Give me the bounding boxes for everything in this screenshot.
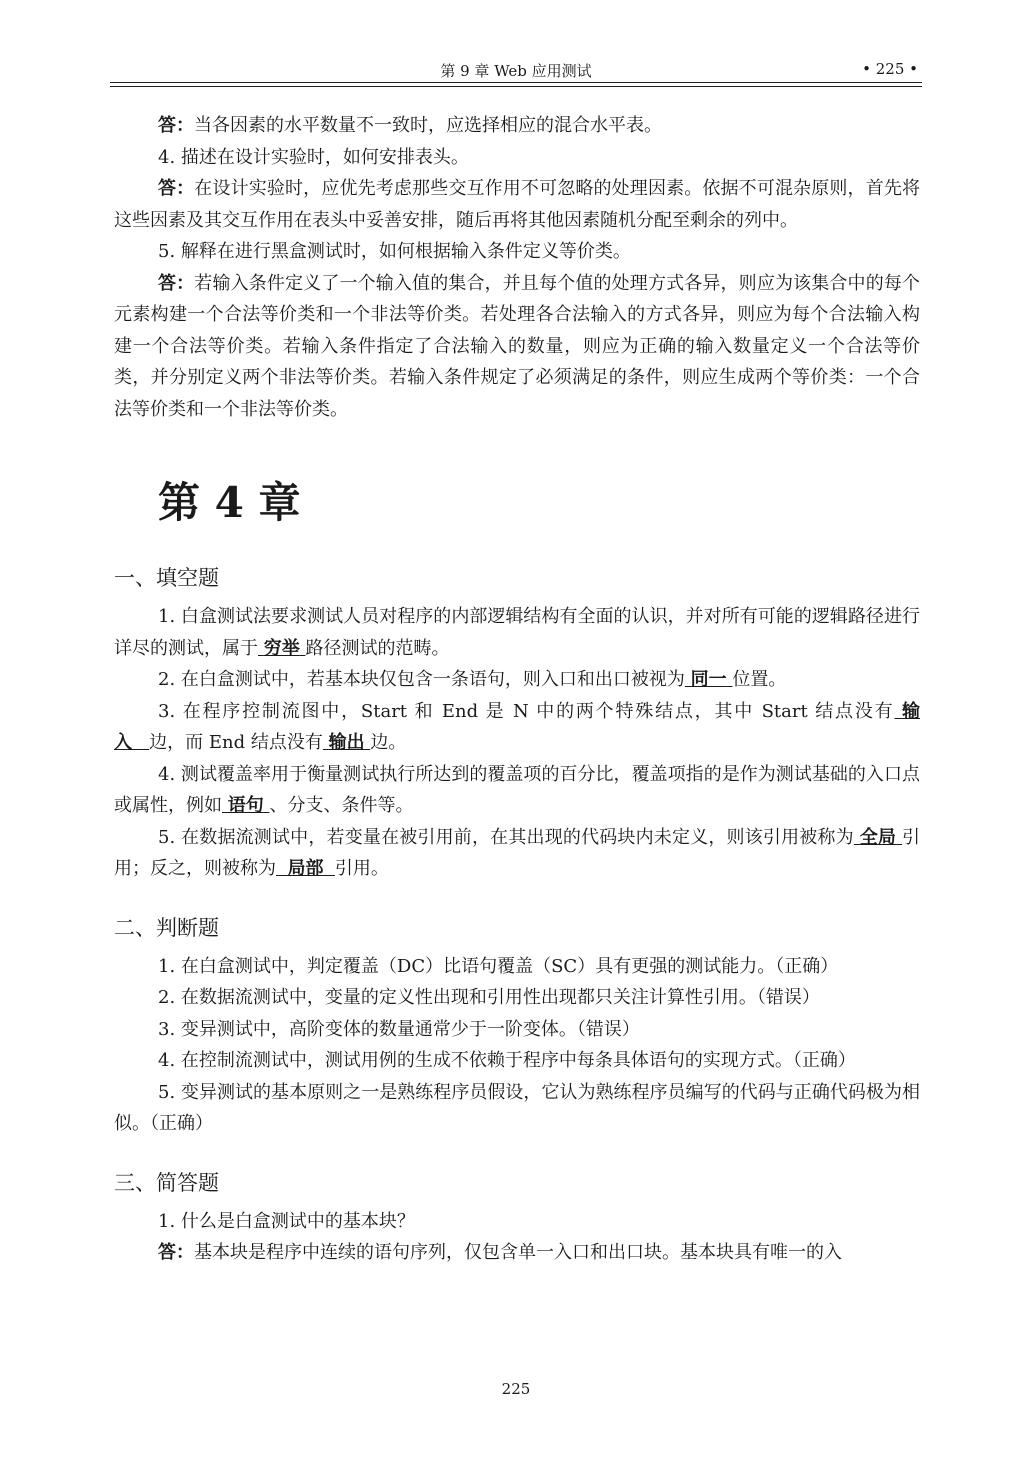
- fill-item-5: [114, 822, 920, 885]
- answer-text: 若输入条件定义了一个输入值的集合，并且每个值的处理方式各异，则应为该集合中的每个元素构建一个合法等价类和一个非法等价类。若处理各合法输入的方式各异，则应为每个合法输入构建一个合法等价类。若输入条件指定了合法输入的数量，则应为正确的输入数量定义一个合法等价类，并分别定义两个非法等价类。若输入条件规定了必须满足的条件，则应生成两个等价类：一个合法等价类和一个非法等价类。: [114, 272, 920, 420]
- short-question-1: 1. 什么是白盒测试中的基本块？: [158, 1210, 415, 1232]
- answer-label: 答：: [158, 178, 195, 199]
- item-text: 、分支、条件等。: [269, 795, 414, 816]
- item-text: 引用；反之，则被称为: [114, 826, 920, 879]
- blank-answer: 输入: [114, 700, 920, 753]
- question-4: 4. 描述在设计实验时，如何安排表头。: [158, 146, 469, 168]
- answer-4: [114, 173, 920, 236]
- item-text: 引用。: [334, 858, 389, 879]
- answer-blank: [323, 732, 370, 753]
- answer-text: 基本块是程序中连续的语句序列，仅包含单一入口和出口块。基本块具有唯一的入: [194, 1242, 842, 1263]
- fill-item-2: [114, 664, 920, 696]
- answer-blank: [222, 795, 269, 816]
- header-rule-thick: [110, 82, 922, 83]
- item-text: 位置。: [732, 669, 787, 690]
- fill-item-3: [114, 696, 920, 759]
- item-text: 边，而 End 结点没有: [149, 732, 323, 753]
- answer-label: 答：: [158, 1242, 194, 1263]
- page-number-footer: 225: [501, 1380, 531, 1398]
- answer-paragraph: [114, 110, 920, 142]
- answer-blank: [854, 827, 902, 848]
- item-text: 5. 在数据流测试中，若变量在被引用前，在其出现的代码块内未定义，则该引用被称为: [158, 826, 854, 848]
- answer-text: 在设计实验时，应优先考虑那些交互作用不可忽略的处理因素。依据不可混杂原则，首先将这些因素及其交互作用在表头中妥善安排，随后再将其他因素随机分配至剩余的列中。: [114, 178, 920, 231]
- judge-item-4: 4. 在控制流测试中，测试用例的生成不依赖于程序中每条具体语句的实现方式。（正确）: [158, 1050, 856, 1071]
- blank-answer: 语句: [227, 795, 264, 816]
- answer-text: 当各因素的水平数量不一致时，应选择相应的混合水平表。: [194, 115, 662, 136]
- judge-item-5: 5. 变异测试的基本原则之一是熟练程序员假设，它认为熟练程序员编写的代码与正确代码极为相似。（正确）: [114, 1081, 920, 1134]
- blank-answer: 输出: [328, 732, 365, 753]
- judge-item-3: 3. 变异测试中，高阶变体的数量通常少于一阶变体。（错误）: [158, 1018, 640, 1040]
- chapter-title: 第 4 章: [158, 478, 301, 527]
- header-rule-thin: [110, 86, 922, 87]
- answer-blank: [276, 858, 335, 879]
- fill-item-4: [114, 759, 920, 822]
- blank-answer: 穷举: [263, 637, 300, 659]
- judge-item-1: 1. 在白盒测试中，判定覆盖（DC）比语句覆盖（SC）具有更强的测试能力。（正确）: [158, 955, 839, 977]
- item-text: 边。: [370, 732, 407, 753]
- section-heading-short-answer: 三、简答题: [114, 1170, 219, 1195]
- page-body: [114, 110, 920, 1269]
- item-text: 2. 在白盒测试中，若基本块仅包含一条语句，则入口和出口被视为: [158, 669, 685, 690]
- answer-5: [114, 268, 920, 426]
- item-text: 1. 白盒测试法要求测试人员对程序的内部逻辑结构有全面的认识，并对所有可能的逻辑路径进行详尽的测试，属于: [114, 606, 920, 659]
- item-text: 路径测试的范畴。: [305, 637, 450, 659]
- blank-answer: 局部: [287, 858, 324, 879]
- item-text: 3. 在程序控制流图中，Start 和 End 是 N 中的两个特殊结点，其中 Start 结点没有: [158, 700, 895, 722]
- header-title: 第 9 章 Web 应用测试: [440, 62, 592, 80]
- running-header: [110, 58, 922, 82]
- short-answer-1: [114, 1237, 920, 1269]
- header-page-number: • 225 •: [862, 60, 918, 78]
- answer-blank: [258, 638, 305, 659]
- answer-blank: [685, 669, 732, 690]
- blank-answer: 全局: [859, 826, 897, 848]
- fill-item-1: [114, 601, 920, 664]
- question-5: 5. 解释在进行黑盒测试时，如何根据输入条件定义等价类。: [158, 241, 631, 262]
- judge-item-2: 2. 在数据流测试中，变量的定义性出现和引用性出现都只关注计算性引用。（错误）: [158, 987, 820, 1008]
- item-text: 4. 测试覆盖率用于衡量测试执行所达到的覆盖项的百分比，覆盖项指的是作为测试基础的入口点或属性，例如: [114, 763, 920, 816]
- answer-label: 答：: [158, 115, 194, 136]
- section-heading-fill-blank: 一、填空题: [114, 566, 219, 590]
- blank-answer: 同一: [690, 669, 727, 690]
- answer-label: 答：: [158, 272, 195, 294]
- section-heading-true-false: 二、判断题: [114, 915, 219, 940]
